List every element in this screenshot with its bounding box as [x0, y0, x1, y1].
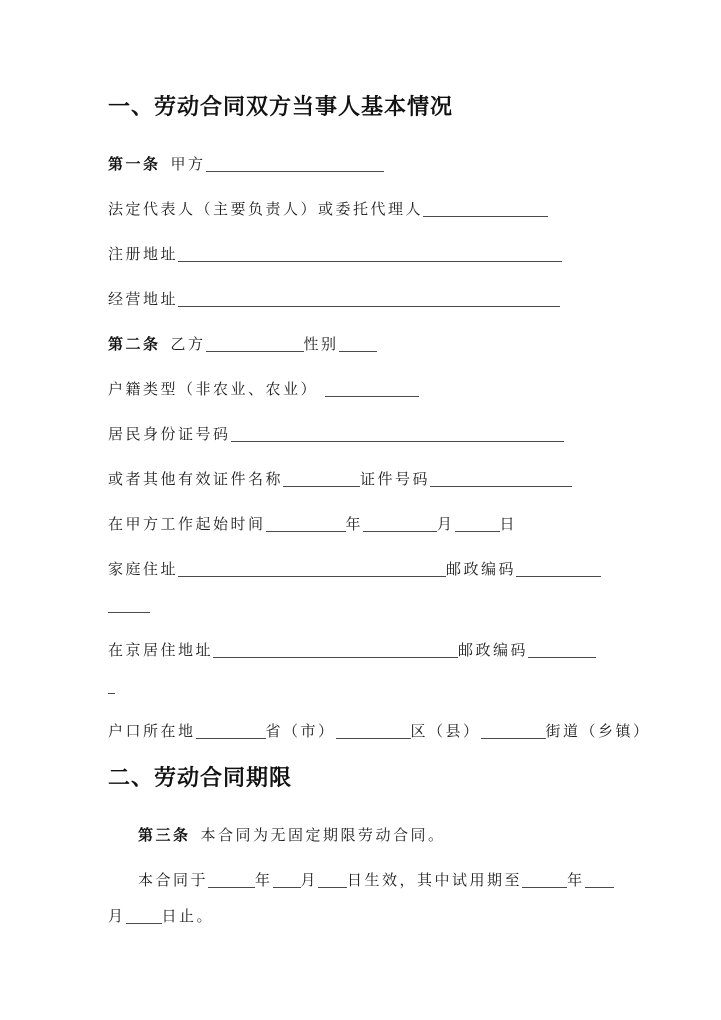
form-paragraph	[108, 719, 691, 743]
field-label: 在甲方工作起始时间	[108, 515, 266, 533]
form-line	[108, 512, 691, 536]
field-label: 年	[345, 515, 364, 533]
form-paragraph	[108, 242, 691, 266]
clause-number: 第三条	[138, 826, 191, 844]
blank-underline	[108, 677, 115, 694]
clause-number: 第二条	[108, 335, 161, 353]
blank-underline	[178, 560, 446, 577]
blank-underline	[481, 722, 546, 739]
field-label: 乙方	[170, 335, 206, 353]
blank-underline	[522, 871, 567, 888]
blank-underline	[325, 380, 419, 397]
blank-underline	[273, 871, 301, 888]
form-line	[108, 823, 691, 847]
field-label: 或者其他有效证件名称	[108, 470, 284, 488]
blank-underline	[339, 335, 377, 352]
form-paragraph	[108, 422, 691, 446]
field-label: 户籍类型（非农业、农业）	[108, 380, 326, 398]
blank-underline	[196, 722, 266, 739]
form-paragraph	[108, 197, 691, 221]
form-paragraph	[108, 638, 691, 698]
blank-underline	[266, 515, 346, 532]
field-label: 日	[499, 515, 518, 533]
form-paragraph	[108, 557, 691, 617]
blank-underline	[213, 641, 458, 658]
blank-underline	[336, 722, 411, 739]
form-paragraph	[108, 512, 691, 536]
blank-underline	[430, 470, 572, 487]
field-label: 甲方	[170, 155, 206, 173]
form-line	[108, 152, 691, 176]
field-label: 年	[255, 871, 273, 889]
blank-underline	[528, 641, 596, 658]
form-line	[108, 868, 691, 892]
field-label: 性别	[303, 335, 339, 353]
form-line	[108, 467, 691, 491]
field-label: 在京居住地址	[108, 641, 214, 659]
form-line	[108, 197, 691, 221]
form-line	[108, 638, 691, 662]
field-label: 家庭住址	[108, 560, 179, 578]
blank-underline	[585, 871, 614, 888]
field-label: 年	[567, 871, 585, 889]
blank-underline	[231, 425, 564, 442]
field-label: 经营地址	[108, 290, 179, 308]
form-line	[108, 674, 691, 698]
form-line	[108, 422, 691, 446]
field-label: 月	[300, 871, 319, 889]
form-line	[108, 557, 691, 581]
form-paragraph	[108, 467, 691, 491]
blank-underline	[206, 155, 384, 172]
field-label: 居民身份证号码	[108, 425, 231, 443]
field-label: 证件号码	[360, 470, 431, 488]
blank-underline	[206, 335, 304, 352]
form-paragraph	[108, 377, 691, 401]
field-label: 日生效，其中试用期至	[347, 871, 523, 889]
blank-underline	[318, 871, 347, 888]
form-line	[108, 332, 691, 356]
field-label: 区（县）	[410, 722, 481, 740]
form-line	[108, 719, 691, 743]
field-label: 户口所在地	[108, 722, 196, 740]
field-label: 月	[437, 515, 455, 533]
section-heading: 一、劳动合同双方当事人基本情况	[108, 94, 454, 119]
field-label: 省（市）	[265, 722, 336, 740]
blank-underline	[178, 290, 560, 307]
blank-underline	[455, 515, 500, 532]
blank-underline	[178, 245, 562, 262]
form-paragraph	[108, 868, 691, 928]
blank-underline	[126, 907, 162, 924]
form-line	[108, 287, 691, 311]
field-label: 注册地址	[108, 245, 179, 263]
form-paragraph	[108, 823, 691, 847]
clause-number: 第一条	[108, 155, 161, 173]
field-label: 本合同于	[138, 871, 209, 889]
blank-underline	[108, 596, 150, 613]
blank-underline	[516, 560, 601, 577]
field-label: 月	[108, 907, 126, 925]
form-line	[108, 593, 691, 617]
form-paragraph	[108, 332, 691, 356]
form-line	[108, 904, 691, 928]
field-label: 日止。	[161, 907, 215, 925]
form-paragraph	[108, 152, 691, 176]
field-label: 法定代表人（主要负责人）或委托代理人	[108, 200, 424, 218]
field-label: 邮政编码	[458, 641, 529, 659]
form-paragraph	[108, 287, 691, 311]
field-label: 本合同为无固定期限劳动合同。	[200, 826, 446, 844]
field-label: 邮政编码	[446, 560, 517, 578]
form-line	[108, 377, 691, 401]
field-label: 街道（乡镇）	[545, 722, 651, 740]
blank-underline	[363, 515, 437, 532]
blank-underline	[283, 470, 360, 487]
blank-underline	[208, 871, 255, 888]
form-line	[108, 242, 691, 266]
blank-underline	[423, 200, 548, 217]
section-heading: 二、劳动合同期限	[108, 765, 293, 790]
